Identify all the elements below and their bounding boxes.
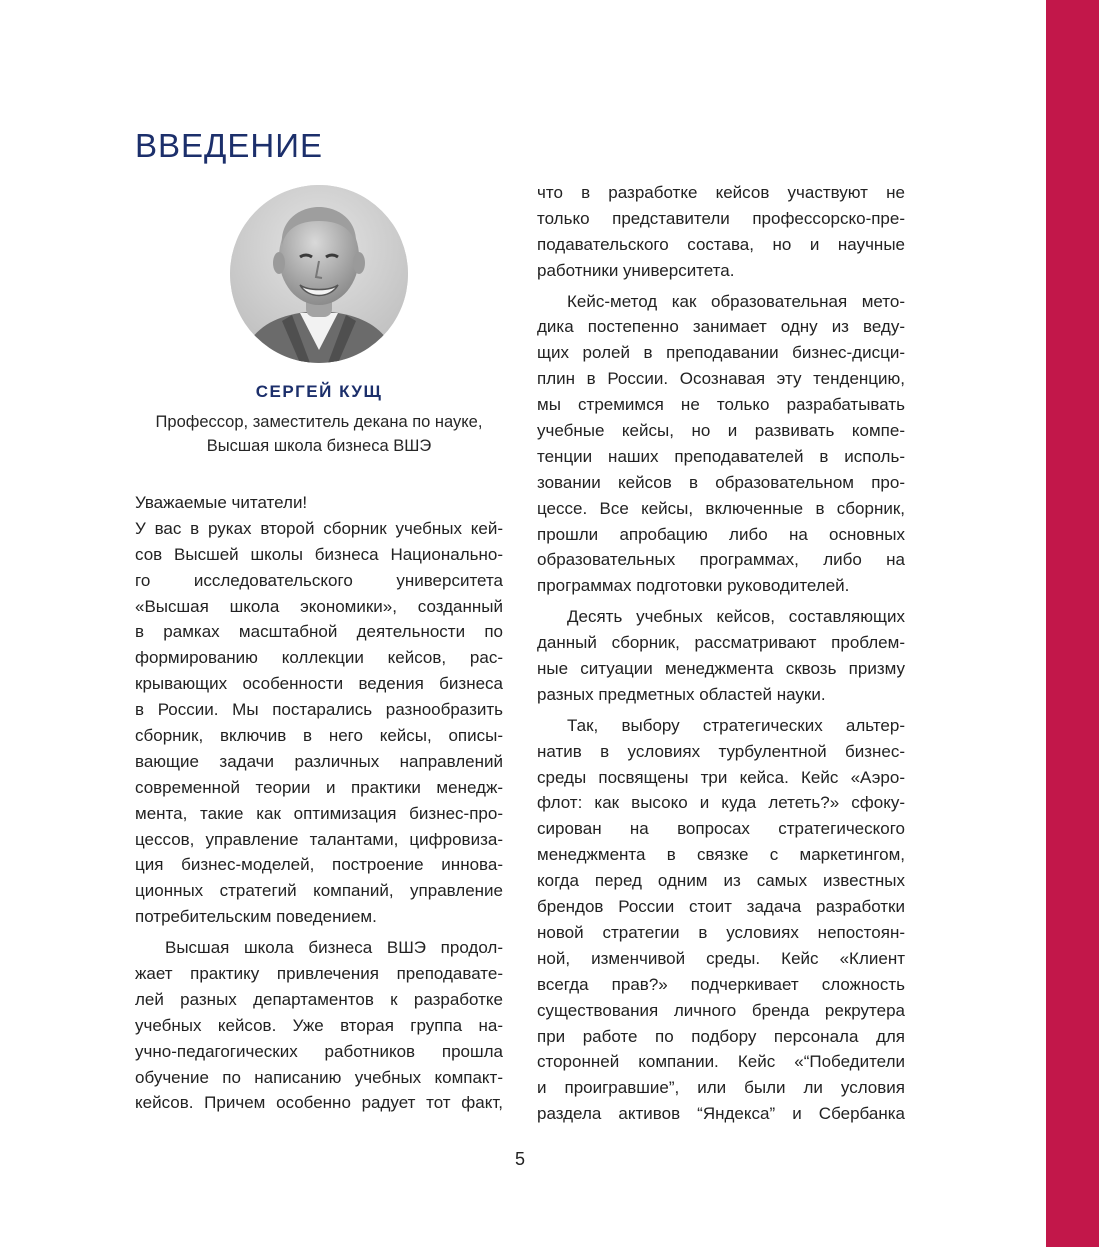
text-line: сов Высшей школы бизнеса Национально-	[135, 544, 503, 564]
text-line: раздела активов “Яндекса” и Сбербанка	[537, 1104, 905, 1124]
text-line: в рамках масштабной деятельности по	[135, 622, 503, 642]
text-line: плин в России. Осознавая эту тенденцию,	[537, 369, 905, 389]
text-line: лей разных департаментов к разработке	[135, 989, 503, 1009]
text-line: новой стратегии в условиях непостоян-	[537, 922, 905, 942]
text-line: когда перед одним из самых известных	[537, 871, 905, 891]
author-name: СЕРГЕЙ КУЩ	[255, 382, 383, 401]
page-title: ВВЕДЕНИЕ	[135, 127, 323, 164]
text-line: в России. Мы постарались разнообразить	[135, 700, 503, 720]
text-line: учебных кейсов. Уже вторая группа на-	[135, 1015, 503, 1035]
text-line: флот: как высоко и куда лететь?» сфоку-	[537, 793, 905, 813]
text-line: ция бизнес-моделей, построение иннова-	[135, 855, 503, 875]
text-line: современной теории и практики менедж-	[135, 777, 503, 797]
text-line: брендов России стоит задача разработки	[537, 897, 905, 917]
text-line: разных предметных областей науки.	[537, 684, 826, 704]
text-line: вающие задачи различных направлений	[135, 751, 503, 771]
text-line: Так, выбору стратегических альтер-	[567, 715, 905, 735]
text-line: существования личного бренда рекрутера	[537, 1000, 905, 1020]
text-line: программах подготовки руководителей.	[537, 576, 850, 596]
text-line: ционных стратегий компаний, управление	[135, 881, 503, 901]
text-line: жает практику привлечения преподавате-	[135, 964, 503, 984]
text-line: подавательского состава, но и научные	[537, 234, 905, 254]
text-line: формированию коллекции кейсов, рас-	[135, 648, 503, 668]
text-line: сборник, включив в него кейсы, описы-	[135, 726, 503, 746]
text-line: прошли апробацию либо на основных	[537, 524, 905, 544]
author-role-line: Профессор, заместитель декана по науке,	[155, 413, 483, 431]
text-line: дика постепенно занимает одну из веду-	[537, 317, 905, 337]
author-role-line: Высшая школа бизнеса ВШЭ	[206, 437, 432, 455]
text-line: кейсов. Причем особенно радует тот факт,	[135, 1093, 503, 1113]
text-line: что в разработке кейсов участвуют не	[537, 183, 905, 202]
text-line: обучение по написанию учебных компакт-	[135, 1067, 503, 1087]
text-line: мента, такие как оптимизация бизнес-про-	[135, 803, 503, 823]
text-line: цессов, управление талантами, цифровиза-	[135, 829, 503, 849]
text-line: зовании кейсов в образовательном про-	[537, 472, 905, 492]
left-text-column	[135, 490, 503, 1116]
text-line: и проигравшие”, или были ли условия	[537, 1078, 905, 1098]
text-line: только представители профессорско-пре-	[537, 208, 905, 228]
text-line: цессе. Все кейсы, включенные в сборник,	[537, 498, 905, 518]
text-line: Кейс-метод как образовательная мето-	[567, 291, 905, 311]
text-line: «Высшая школа экономики», созданный	[135, 596, 503, 616]
text-line: У вас в руках второй сборник учебных кей-	[135, 518, 503, 538]
text-line: работники университета.	[537, 260, 735, 280]
text-line: учебные кейсы, но и развивать компе-	[537, 421, 905, 441]
text-line: ные ситуации менеджмента сквозь призму	[537, 659, 905, 679]
text-line: всегда прав?» подчеркивает сложность	[537, 974, 905, 994]
right-text-column	[537, 180, 905, 1127]
greeting-line: Уважаемые читатели!	[135, 493, 308, 512]
text-line: потребительским поведением.	[135, 907, 377, 927]
text-line: щих ролей в преподавании бизнес-дисци-	[537, 343, 905, 363]
text-line: сторонней компании. Кейс «“Победители	[537, 1052, 905, 1072]
text-line: тенции наших преподавателей в исполь-	[537, 446, 905, 466]
author-role	[128, 410, 510, 458]
text-line: мы стремимся не только разрабатывать	[537, 395, 905, 415]
text-line: Высшая школа бизнеса ВШЭ продол-	[165, 938, 503, 958]
text-line: данный сборник, рассматривают проблем-	[537, 633, 905, 653]
text-line: учно-педагогических работников прошла	[135, 1041, 503, 1061]
text-line: при работе по подбору персонала для	[537, 1026, 905, 1046]
author-portrait	[230, 185, 408, 363]
text-line: ной, изменчивой среды. Кейс «Клиент	[537, 948, 905, 968]
text-line: крывающих особенности ведения бизнеса	[135, 674, 503, 694]
text-line: сирован на вопросах стратегического	[537, 819, 905, 839]
text-line: го исследовательского университета	[135, 570, 503, 590]
page-number: 5	[514, 1149, 525, 1169]
text-line: образовательных программах, либо на	[537, 550, 905, 570]
author-portrait-image	[230, 185, 408, 363]
text-line: Десять учебных кейсов, составляющих	[567, 607, 905, 627]
text-line: среды посвящены три кейса. Кейс «Аэро-	[537, 767, 905, 787]
text-line: натив в условиях турбулентной бизнес-	[537, 741, 905, 761]
accent-side-strip	[1046, 0, 1099, 1247]
text-line: менеджмента в связке с маркетингом,	[537, 845, 905, 865]
